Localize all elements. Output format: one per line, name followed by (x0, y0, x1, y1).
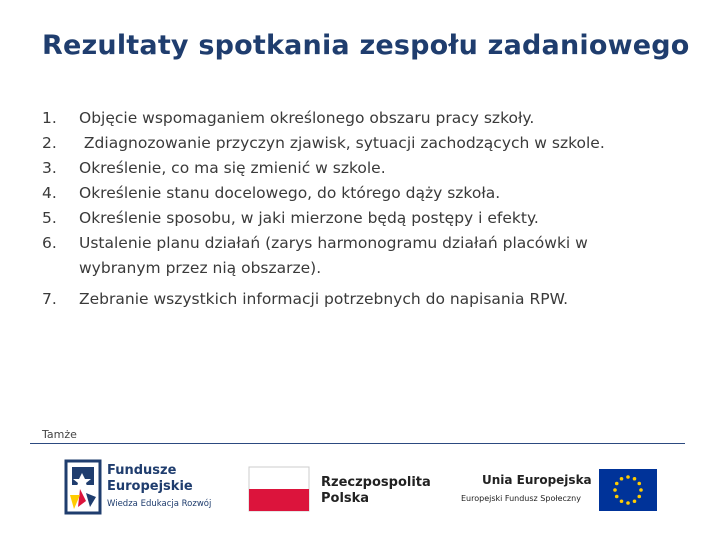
rzeczpospolita-polska-name: Rzeczpospolita Polska (321, 475, 431, 506)
eu-star-icon (620, 499, 624, 503)
results-list (42, 106, 702, 312)
item-number: 2. (42, 134, 57, 152)
eu-star-icon (633, 477, 637, 481)
item-text: Określenie, co ma się zmienić w szkole. (79, 159, 386, 177)
eu-flag-icon (598, 455, 658, 525)
item-text: Zebranie wszystkich informacji potrzebnych do napisania RPW. (79, 290, 569, 308)
eu-star-icon (637, 495, 641, 499)
eu-star-icon (637, 482, 641, 486)
item-number: 4. (42, 184, 57, 202)
list-item (42, 181, 702, 206)
eu-star-icon (633, 499, 637, 503)
list-item (42, 156, 702, 181)
eu-star-icon (639, 488, 643, 492)
list-item (42, 231, 702, 281)
fundusze-europejskie-name: Fundusze Europejskie (107, 463, 193, 494)
efs-name: Europejski Fundusz Społeczny (461, 494, 581, 503)
eu-star-icon (613, 488, 617, 492)
logo-footer (0, 455, 720, 525)
list-item (42, 287, 702, 312)
item-text: Określenie stanu docelowego, do którego dąży szkoła. (79, 184, 501, 202)
item-number: 6. (42, 234, 57, 252)
footer-divider (30, 443, 685, 444)
eu-star-icon (615, 495, 619, 499)
fundusze-europejskie-logo (64, 455, 104, 525)
item-text: Określenie sposobu, w jaki mierzone będą postępy i efekty. (79, 209, 539, 227)
eu-star-icon (626, 475, 630, 479)
eu-star-icon (615, 482, 619, 486)
list-item (42, 106, 702, 131)
item-text: Zdiagnozowanie przyczyn zjawisk, sytuacji zachodzących w szkole. (79, 134, 605, 152)
unia-europejska-name: Unia Europejska (482, 473, 592, 487)
item-number: 3. (42, 159, 57, 177)
item-number: 1. (42, 109, 57, 127)
item-number: 7. (42, 290, 57, 308)
source-note: Tamże (42, 428, 77, 441)
eu-star-icon (620, 477, 624, 481)
item-text: Objęcie wspomaganiem określonego obszaru pracy szkoły. (79, 109, 535, 127)
page-title: Rezultaty spotkania zespołu zadaniowego (42, 30, 690, 61)
poland-flag-icon (248, 455, 310, 525)
list-item (42, 131, 702, 156)
eu-star-icon (626, 501, 630, 505)
fundusze-europejskie-sub: Wiedza Edukacja Rozwój (107, 499, 212, 509)
item-number: 5. (42, 209, 57, 227)
item-text: Ustalenie planu działań (zarys harmonogramu działań placówki w wybranym przez nią obszarze). (79, 234, 588, 277)
list-item (42, 206, 702, 231)
